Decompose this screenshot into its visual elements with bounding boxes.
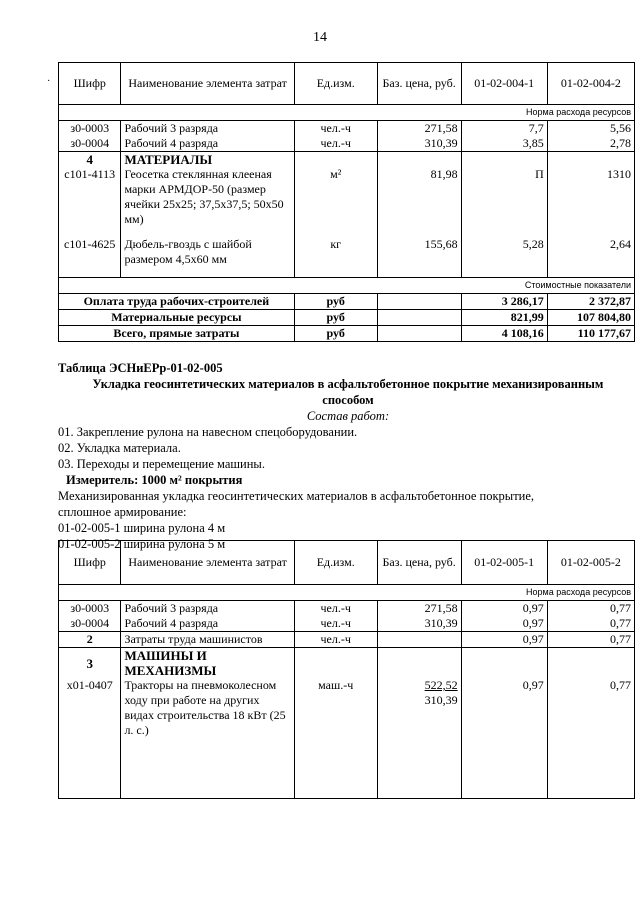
table-row: з0-0003 Рабочий 3 разряда чел.-ч 271,58 0,97 0,77	[59, 601, 635, 617]
section-norma: Норма расхода ресурсов	[59, 585, 635, 601]
section-cost: Стоимостные показатели	[59, 277, 635, 293]
machines-header-row: 3 МАШИНЫ И МЕХАНИЗМЫ	[59, 648, 635, 679]
description: Механизированная укладка геосинтетических материалов в асфальтобетонное покрытие,	[58, 489, 535, 503]
margin-mark: ·	[47, 76, 51, 87]
table-row: с101-4113 Геосетка стеклянная клееная марки АРМДОР-50 (размер ячейки 25х25; 37,5х37,5; 50х50 мм) м² 81,98 П 1310	[59, 167, 635, 237]
section-title: Укладка геосинтетических материалов в асфальтобетонное покрытие механизированным	[92, 377, 604, 391]
variant: 01-02-005-1 ширина рулона 4 м	[58, 521, 226, 535]
table-row: з0-0004 Рабочий 4 разряда чел.-ч 310,39 3,85 2,78	[59, 136, 635, 152]
description-cont: сплошное армирование:	[58, 505, 187, 519]
section-title-cont: способом	[322, 393, 374, 407]
section2-text	[58, 360, 638, 552]
total-row: Оплата труда рабочих-строителей руб 3 286,17 2 372,87	[59, 293, 635, 309]
header-name: Наименование элемента затрат	[121, 63, 294, 105]
table-row: 2 Затраты труда машинистов чел.-ч 0,97 0,77	[59, 632, 635, 648]
section-norma: Норма расхода ресурсов	[59, 105, 635, 121]
variant: 01-02-005-2 ширина рулона 5 м	[58, 537, 226, 551]
meter-label: Измеритель: 1000 м² покрытия	[66, 473, 243, 487]
table-label: Таблица ЭСНиЕРр-01-02-005	[58, 361, 223, 375]
table-row: з0-0003 Рабочий 3 разряда чел.-ч 271,58 7,7 5,56	[59, 121, 635, 137]
work-step: 03. Переходы и перемещение машины.	[58, 457, 265, 471]
table-row: з0-0004 Рабочий 4 разряда чел.-ч 310,39 0,97 0,77	[59, 616, 635, 632]
page-number: 14	[313, 30, 327, 45]
header-unit: Ед.изм.	[294, 541, 377, 585]
total-row: Материальные ресурсы руб 821,99 107 804,80	[59, 309, 635, 325]
materials-header-row: 4 МАТЕРИАЛЫ	[59, 152, 635, 168]
resource-table-004	[58, 62, 635, 342]
header-code: Шифр	[59, 63, 121, 105]
header-price: Баз. цена, руб.	[377, 541, 461, 585]
header-col-2: 01-02-005-2	[547, 541, 634, 585]
work-step: 02. Укладка материала.	[58, 441, 181, 455]
header-price: Баз. цена, руб.	[377, 63, 461, 105]
header-unit: Ед.изм.	[294, 63, 377, 105]
header-col-1: 01-02-004-1	[461, 63, 547, 105]
composition-label: Состав работ:	[306, 409, 390, 423]
table-row: с101-4625 Дюбель-гвоздь с шайбой размером 4,5х60 мм кг 155,68 5,28 2,64	[59, 237, 635, 277]
header-col-2: 01-02-004-2	[547, 63, 634, 105]
header-code: Шифр	[59, 541, 121, 585]
work-step: 01. Закрепление рулона на навесном спецоборудовании.	[58, 425, 358, 439]
table-row: х01-0407 Тракторы на пневмоколесном ходу при работе на других видах строительства 18 кВт (25 л. с.) маш.-ч 522,52 310,39 0,97 0,77	[59, 678, 635, 798]
header-name: Наименование элемента затрат	[121, 541, 294, 585]
header-col-1: 01-02-005-1	[461, 541, 547, 585]
resource-table-005	[58, 540, 635, 799]
total-row: Всего, прямые затраты руб 4 108,16 110 177,67	[59, 325, 635, 341]
